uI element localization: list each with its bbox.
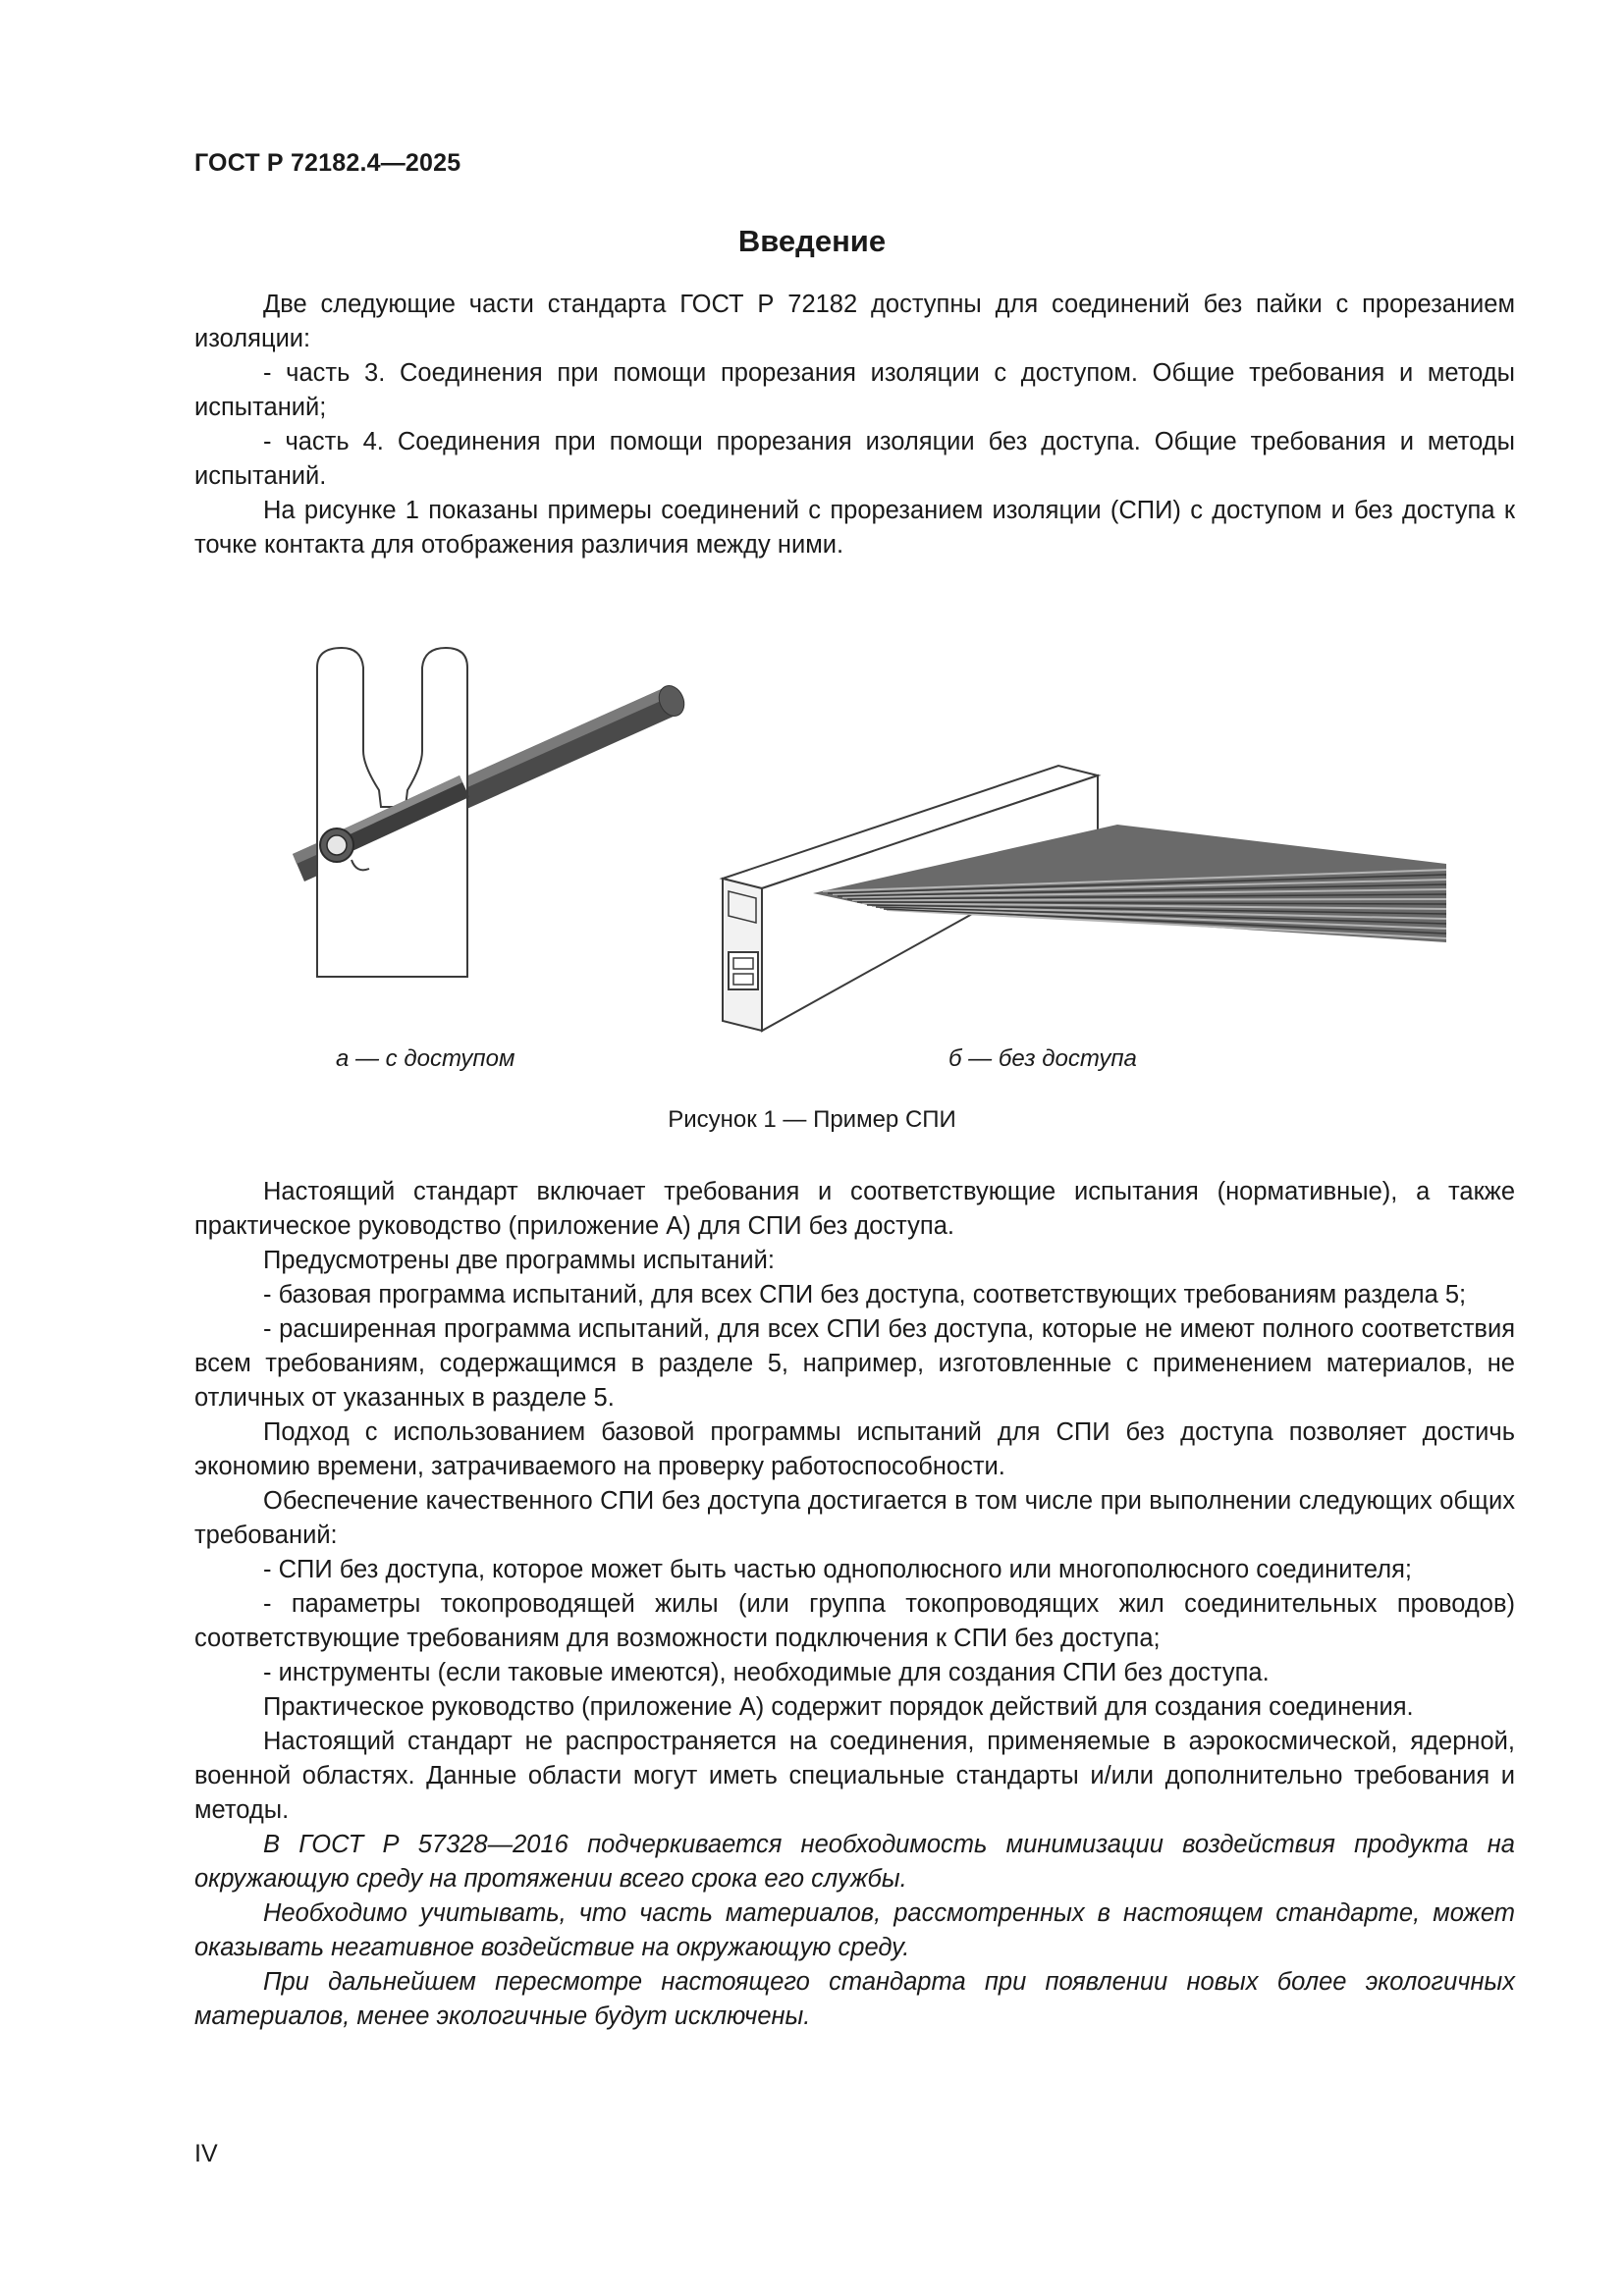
body-paragraph: Практическое руководство (приложение А) содержит порядок действий для создания соединения. <box>263 1693 1414 1721</box>
body-paragraph: Обеспечение качественного СПИ без доступа достигается в том числе при выполнении следующих общих требований: <box>194 1487 1515 1549</box>
intro-list-item: - часть 4. Соединения при помощи прорезания изоляции без доступа. Общие требования и методы испытаний. <box>194 428 1515 490</box>
body-list-item: - параметры токопроводящей жилы (или группа токопроводящих жил соединительных проводов) соответствующие требованиям для возможности подключения к СПИ без доступа; <box>194 1590 1515 1652</box>
body-paragraph: Настоящий стандарт не распространяется на соединения, применяемые в аэрокосмической, ядерной, военной областях. Данные области могут иметь специальные стандарты и/или дополнительно требования и методы. <box>194 1728 1515 1824</box>
body-list-item: - базовая программа испытаний, для всех СПИ без доступа, соответствующих требованиям раздела 5; <box>263 1281 1467 1308</box>
intro-paragraph: Две следующие части стандарта ГОСТ Р 72182 доступны для соединений без пайки с прорезанием изоляции: <box>194 291 1515 352</box>
intro-text <box>194 288 1515 562</box>
figure-caption-b: б — без доступа <box>948 1045 1137 1072</box>
body-paragraph: Предусмотрены две программы испытаний: <box>263 1247 775 1274</box>
figure-caption-a: а — с доступом <box>336 1045 515 1072</box>
section-title: Введение <box>737 224 887 258</box>
environmental-note: В ГОСТ Р 57328—2016 подчеркивается необходимость минимизации воздействия продукта на окружающую среду на протяжении всего срока его службы. <box>194 1831 1515 1893</box>
environmental-note: Необходимо учитывать, что часть материалов, рассмотренных в настоящем стандарте, может оказывать негативное воздействие на окружающую среду. <box>194 1899 1515 1961</box>
body-paragraph: Подход с использованием базовой программы испытаний для СПИ без доступа позволяет достичь экономию времени, затрачиваемого на проверку работоспособности. <box>194 1418 1515 1480</box>
body-list-item: - СПИ без доступа, которое может быть частью однополюсного или многополюсного соединителя; <box>263 1556 1412 1583</box>
intro-paragraph: На рисунке 1 показаны примеры соединений с прорезанием изоляции (СПИ) с доступом и без доступа к точке контакта для отображения различия между ними. <box>194 497 1515 559</box>
body-paragraph: Настоящий стандарт включает требования и соответствующие испытания (нормативные), а также практическое руководство (приложение А) для СПИ без доступа. <box>194 1178 1515 1240</box>
idc-without-access-illustration <box>705 628 1451 1050</box>
document-code-header: ГОСТ Р 72182.4—2025 <box>194 149 461 177</box>
intro-list-item: - часть 3. Соединения при помощи прорезания изоляции с доступом. Общие требования и методы испытаний; <box>194 359 1515 421</box>
contact-plate-icon <box>317 648 469 977</box>
environmental-note: При дальнейшем пересмотре настоящего стандарта при появлении новых более экологичных материалов, менее экологичные будут исключены. <box>194 1968 1515 2030</box>
figure-1 <box>194 628 1515 1072</box>
idc-with-access-illustration <box>194 628 784 1050</box>
body-text <box>194 1175 1515 2034</box>
body-list-item: - расширенная программа испытаний, для всех СПИ без доступа, которые не имеют полного соответствия всем требованиям, содержащимся в разделе 5, например, изготовленные с применением материалов, не отличных от указанных в разделе 5. <box>194 1315 1515 1412</box>
figure-title: Рисунок 1 — Пример СПИ <box>668 1106 956 1133</box>
body-list-item: - инструменты (если таковые имеются), необходимые для создания СПИ без доступа. <box>263 1659 1270 1686</box>
page-number: IV <box>194 2140 218 2167</box>
